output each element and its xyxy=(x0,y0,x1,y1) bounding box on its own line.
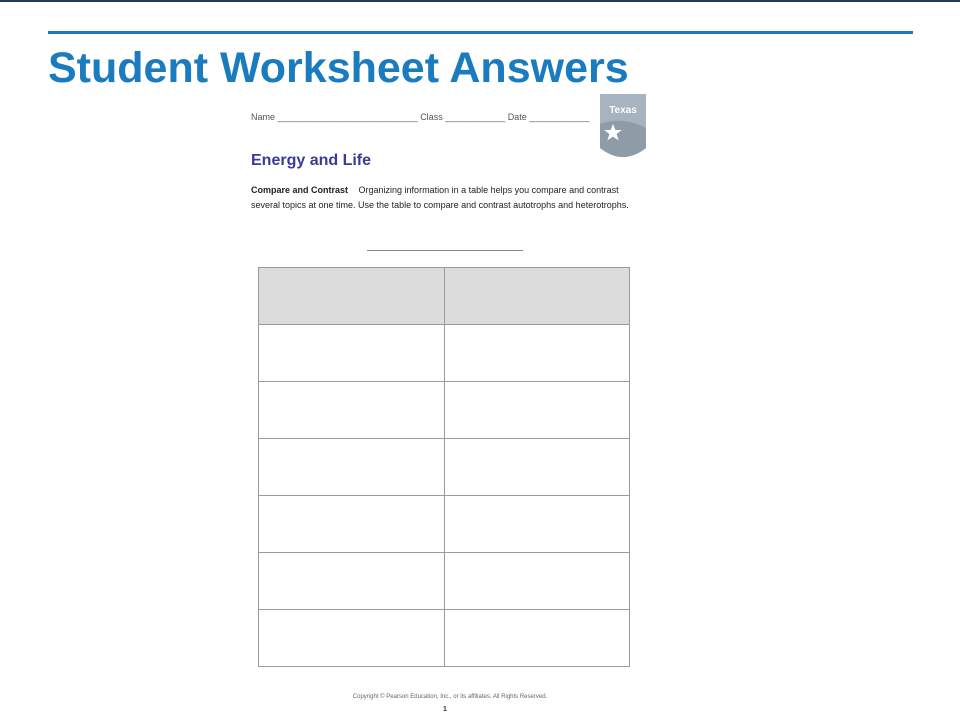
table-title-blank xyxy=(367,250,523,251)
texas-badge-label: Texas xyxy=(609,105,637,116)
table-cell xyxy=(259,382,445,439)
table-header-row xyxy=(259,268,630,325)
instructions-lead: Compare and Contrast xyxy=(251,185,349,195)
instructions-body: Organizing information in a table helps you compare and contrast several topics at one time. Use the table to compare and contrast autotrophs and heterotrophs. xyxy=(251,185,629,210)
table-row xyxy=(259,325,630,382)
table-row xyxy=(259,439,630,496)
table-cell xyxy=(444,553,630,610)
date-blank: ____________ xyxy=(529,112,590,122)
table-cell xyxy=(259,553,445,610)
top-border xyxy=(0,0,960,2)
table-header-cell xyxy=(259,268,445,325)
name-blank: ____________________________ xyxy=(277,112,421,122)
table-row xyxy=(259,553,630,610)
table-cell xyxy=(259,496,445,553)
worksheet-heading: Energy and Life xyxy=(251,152,372,169)
name-label: Name xyxy=(251,112,276,122)
table-cell xyxy=(259,610,445,667)
worksheet-header-line xyxy=(251,112,589,122)
title-rule xyxy=(48,31,913,34)
table-cell xyxy=(444,382,630,439)
table-header-cell xyxy=(444,268,630,325)
class-label: Class xyxy=(420,112,443,122)
table-cell xyxy=(259,325,445,382)
copyright-notice: Copyright © Pearson Education, Inc., or its affiliates. All Rights Reserved. xyxy=(352,694,548,700)
page-number: 1 xyxy=(443,706,447,713)
worksheet-instructions xyxy=(251,183,636,213)
compare-table xyxy=(258,267,630,667)
slide-title: Student Worksheet Answers xyxy=(48,44,629,92)
table-row xyxy=(259,610,630,667)
table-cell xyxy=(259,439,445,496)
table-cell xyxy=(444,496,630,553)
table-cell xyxy=(444,610,630,667)
table-row xyxy=(259,496,630,553)
texas-badge xyxy=(600,94,646,164)
worksheet-image xyxy=(240,92,660,720)
table-row xyxy=(259,382,630,439)
date-label: Date xyxy=(507,112,527,122)
class-blank: ____________ xyxy=(445,112,508,122)
table-cell xyxy=(444,439,630,496)
table-cell xyxy=(444,325,630,382)
